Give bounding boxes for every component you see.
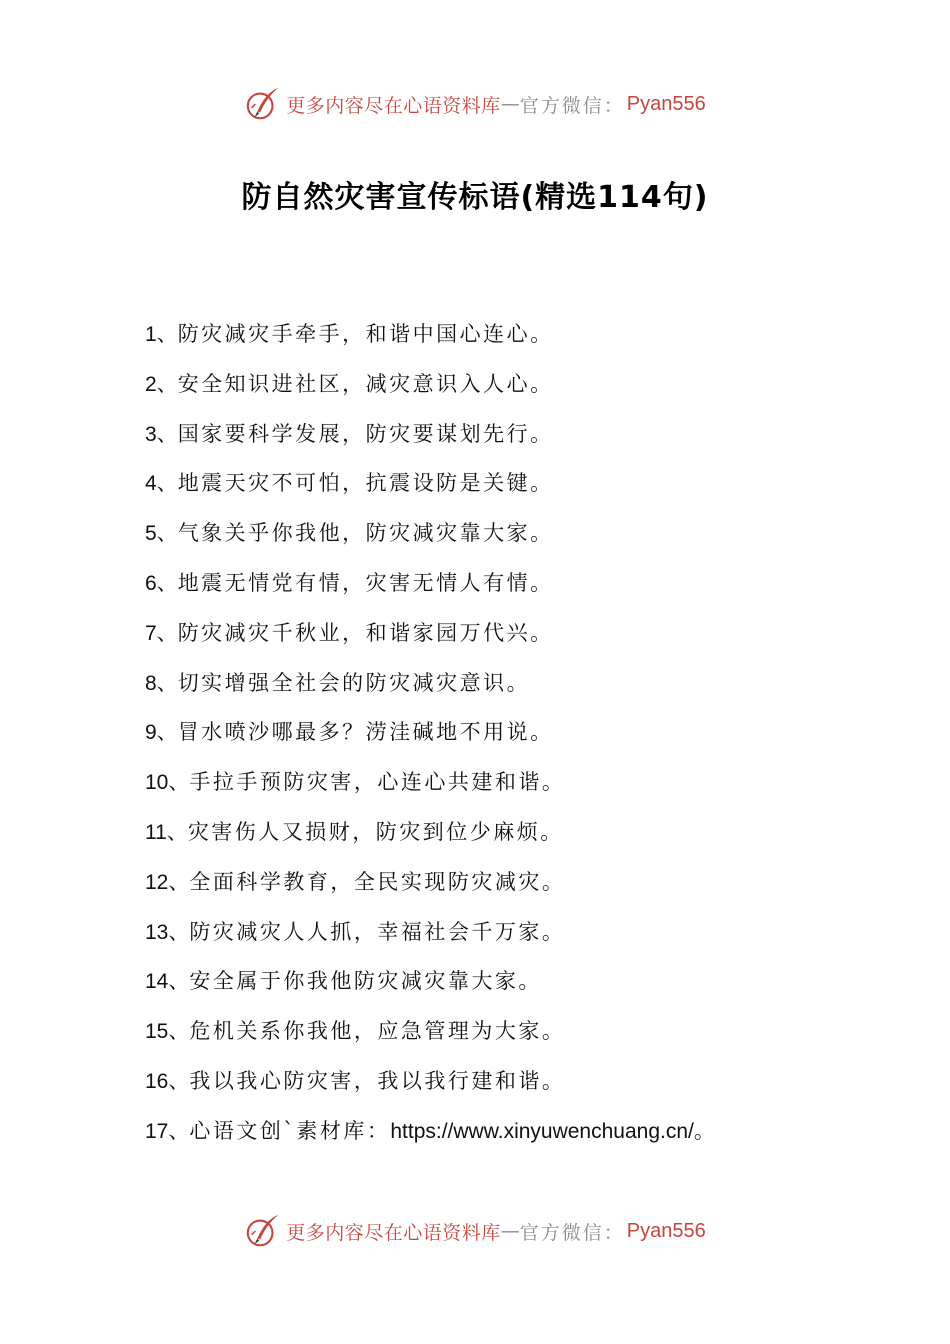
item-text: 我以我心防灾害，我以我行建和谐。 — [189, 1068, 566, 1093]
item-text: 防灾减灾千秋业，和谐家园万代兴。 — [177, 620, 554, 645]
header-wechat-id: Pyan556 — [626, 92, 706, 115]
item-text: 地震天灾不可怕，抗震设防是关键。 — [177, 471, 554, 496]
list-item — [145, 310, 925, 360]
item-text: 危机关系你我他，应急管理为大家。 — [189, 1019, 566, 1044]
item-number: 10、 — [145, 771, 190, 795]
item-number: 8、 — [145, 671, 178, 695]
list-item — [145, 758, 925, 808]
list-item — [145, 1007, 925, 1057]
item-text: 安全知识进社区，减灾意识入人心。 — [177, 371, 554, 396]
item-text: 心语文创`素材库： — [189, 1118, 391, 1143]
item-number: 17、 — [145, 1119, 190, 1143]
header-dash: — — [500, 93, 520, 115]
list-item — [145, 360, 925, 410]
item-text: 切实增强全社会的防灾减灾意识。 — [177, 670, 531, 695]
quill-pen-logo-icon — [244, 1212, 282, 1250]
list-item — [145, 659, 925, 709]
item-text: 防灾减灾人人抓，幸福社会千万家。 — [189, 919, 566, 944]
item-number: 12、 — [145, 870, 190, 894]
item-text: 防灾减灾手牵手，和谐中国心连心。 — [177, 322, 554, 346]
footer-wechat-id: Pyan556 — [626, 1219, 706, 1242]
slogan-list — [145, 310, 925, 1157]
item-text: 安全属于你我他防灾减灾靠大家。 — [189, 969, 542, 994]
list-item — [145, 459, 925, 509]
list-item — [145, 609, 925, 659]
item-number: 5、 — [145, 522, 178, 546]
list-item — [145, 509, 925, 559]
item-number: 2、 — [145, 372, 178, 396]
footer-dash: — — [500, 1220, 520, 1242]
footer-slogan: 更多内容尽在心语资料库 — [286, 1221, 501, 1244]
item-number: 14、 — [145, 970, 190, 994]
footer-wechat-label: 官方微信： — [519, 1221, 625, 1244]
list-item — [145, 957, 925, 1007]
item-number: 13、 — [145, 920, 190, 944]
list-item — [145, 410, 925, 460]
list-item — [145, 808, 925, 858]
item-text: 全面科学教育，全民实现防灾减灾。 — [189, 869, 566, 894]
website-link[interactable]: https://www.xinyuwenchuang.cn/ — [390, 1119, 694, 1143]
item-number: 15、 — [145, 1020, 190, 1044]
item-text: 地震无情党有情，灾害无情人有情。 — [177, 570, 554, 595]
list-item — [145, 1057, 925, 1107]
item-text: 手拉手预防灾害，心连心共建和谐。 — [189, 770, 566, 795]
item-number: 3、 — [145, 422, 178, 446]
document-title: 防自然灾害宣传标语(精选114句) — [241, 180, 709, 215]
header-wechat-label: 官方微信： — [519, 94, 625, 117]
item-number: 1、 — [145, 323, 178, 346]
item-text: 气象关乎你我他，防灾减灾靠大家。 — [177, 521, 554, 546]
item-text: 国家要科学发展，防灾要谋划先行。 — [177, 421, 554, 446]
footer-banner — [0, 1211, 950, 1251]
item-number: 11、 — [145, 820, 188, 844]
item-end-punctuation: 。 — [693, 1118, 718, 1143]
item-number: 4、 — [145, 472, 178, 496]
list-item — [145, 559, 925, 609]
item-number: 16、 — [145, 1069, 190, 1093]
item-text: 冒水喷沙哪最多？涝洼碱地不用说。 — [177, 720, 554, 745]
quill-pen-logo-icon — [244, 85, 282, 123]
list-item — [145, 908, 925, 958]
item-number: 7、 — [145, 621, 178, 645]
list-item — [145, 858, 925, 908]
list-item — [145, 708, 925, 758]
item-number: 9、 — [145, 721, 178, 745]
header-banner — [0, 84, 950, 124]
header-slogan: 更多内容尽在心语资料库 — [286, 94, 501, 117]
item-number: 6、 — [145, 571, 178, 595]
list-item-website — [145, 1107, 925, 1157]
item-text: 灾害伤人又损财，防灾到位少麻烦。 — [187, 819, 564, 844]
